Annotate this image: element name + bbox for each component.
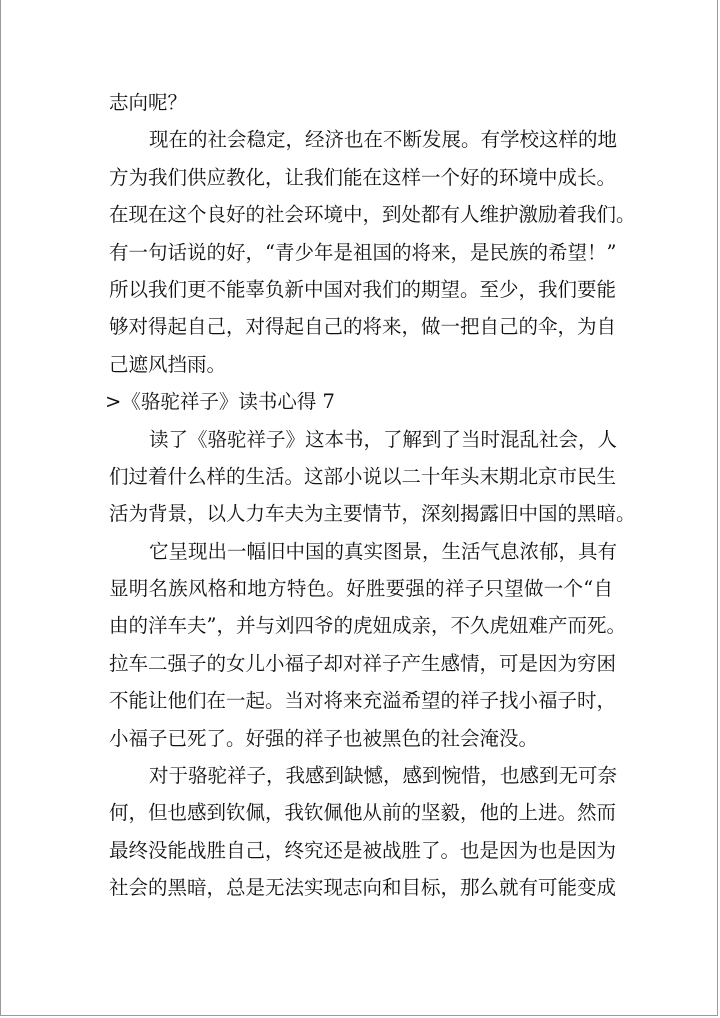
section-heading: >《骆驼祥子》读书心得 7: [105, 390, 335, 414]
text-line: 由的洋车夫”，并与刘四爷的虎妞成亲，不久虎妞难产而死。: [109, 614, 626, 638]
text-line: 在现在这个良好的社会环境中，到处都有人维护激励着我们。: [109, 203, 636, 227]
text-line: 显明名族风格和地方特色。好胜要强的祥子只望做一个“自: [109, 577, 613, 601]
paragraph-start-line: 对于骆驼祥子，我感到缺憾，感到惋惜，也感到无可奈: [149, 764, 618, 788]
paragraph-start-line: 读了《骆驼祥子》这本书，了解到了当时混乱社会，人: [149, 427, 618, 451]
text-line: 何，但也感到钦佩，我钦佩他从前的坚毅，他的上进。然而: [109, 801, 617, 825]
text-line: 方为我们供应教化，让我们能在这样一个好的环境中成长。: [109, 165, 617, 189]
text-line: 最终没能战胜自己，终究还是被战胜了。也是因为也是因为: [109, 838, 617, 862]
text-line: 所以我们更不能辜负新中国对我们的期望。至少，我们要能: [109, 277, 617, 301]
text-line: 有一句话说的好，“青少年是祖国的将来，是民族的希望！”: [109, 240, 617, 264]
text-line: 拉车二强子的女儿小福子却对祥子产生感情，可是因为穷困: [109, 651, 617, 675]
paragraph-start-line: 现在的社会稳定，经济也在不断发展。有学校这样的地: [149, 128, 618, 152]
text-line: 志向呢？: [109, 91, 188, 114]
text-line: 社会的黑暗，总是无法实现志向和目标，那么就有可能变成: [109, 876, 617, 900]
text-line: 活为背景，以人力车夫为主要情节，深刻揭露旧中国的黑暗。: [109, 502, 636, 526]
text-line: 们过着什么样的生活。这部小说以二十年头末期北京市民生: [109, 464, 617, 488]
text-line: 己遮风挡雨。: [109, 352, 227, 376]
text-line: 够对得起自己，对得起自己的将来，做一把自己的伞，为自: [109, 315, 617, 339]
text-line: 不能让他们在一起。当对将来充溢希望的祥子找小福子时，: [109, 689, 617, 713]
text-line: 小福子已死了。好强的祥子也被黑色的社会淹没。: [109, 726, 539, 750]
document-body: [105, 84, 636, 907]
paragraph-start-line: 它呈现出一幅旧中国的真实图景，生活气息浓郁，具有: [149, 539, 618, 563]
